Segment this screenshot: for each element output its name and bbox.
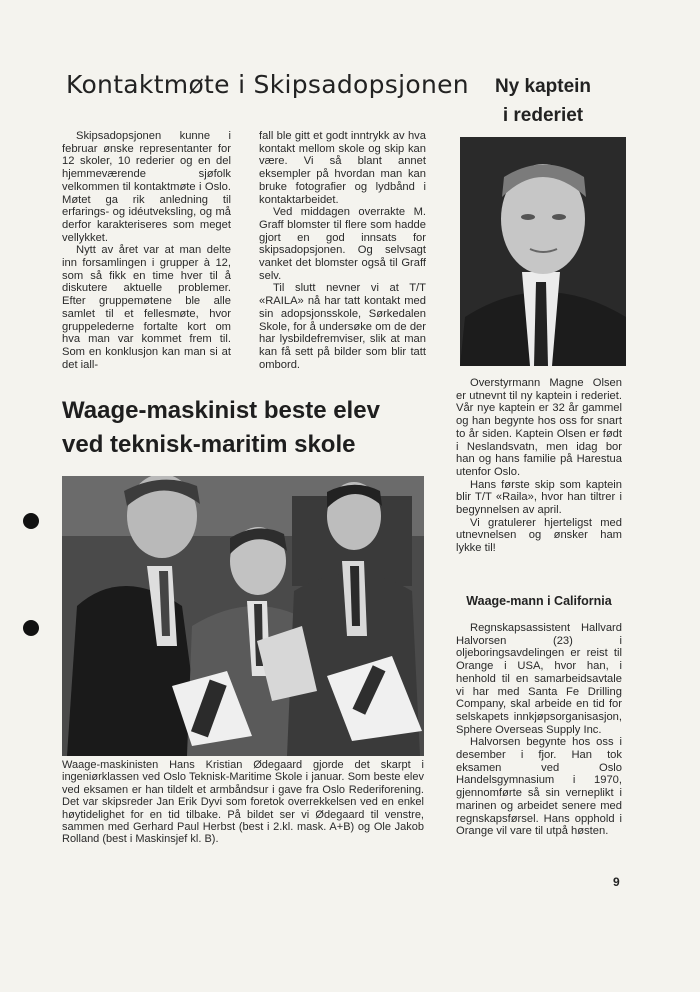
sidebar-text: [456, 377, 622, 555]
portrait-illustration: [460, 137, 626, 366]
group-photo: [62, 476, 424, 756]
article-column-2: [259, 130, 426, 371]
group-photo-illustration: [62, 476, 424, 756]
paragraph: Vi gratulerer hjerteligst med utnevnelsen og ønsker ham lykke til!: [456, 516, 622, 555]
portrait-photo: [460, 137, 626, 366]
photo-caption: Waage-maskinisten Hans Kristian Ødegaard gjorde det skarpt i ingeniørklassen ved Oslo Teknisk-Maritime Skole i januar. Som beste elev ved eksamen er han tildelt et armbåndsur i gave fra Oslo Rederiforening. Det var skipsreder Jan Erik Dyvi som foretok overrekkelsen ved en enkel høytidelighet for en tid tilbake. På bildet ser vi Ødegaard til venstre, sammen med Gerhard Paul Herbst (best i 2.kl. mask. A+B) og Ole Jakob Rolland (best i Maskinsjef kl. B).: [62, 759, 424, 846]
page-number: 9: [613, 875, 620, 889]
paragraph: Halvorsen begynte hos oss i desember i fjor. Han tok eksamen ved Oslo Handelsgymnasium i 1970, gjennomførte så sin verneplikt i marinen og arbeidet senere med regnskapsførsel. Hans opphold i Orange vil vare til utpå høsten.: [456, 736, 622, 838]
punch-hole-top: [23, 513, 39, 529]
paragraph: Overstyrmann Magne Olsen er utnevnt til ny kaptein i rederiet. Vår nye kaptein er 32 år gammel og han begynte hos oss for snart to år siden. Kaptein Olsen er født i Neslandsvatn, men idag bor han og hans familie på Harestua utenfor Oslo.: [456, 377, 622, 478]
headline-line-1: Waage-maskinist beste elev: [62, 397, 380, 424]
paragraph: Til slutt nevner vi at T/T «RAILA» nå har tatt kontakt med sin adopsjonsskole, Sørkedalen Skole, for å undersøke om de der har lysbildefremviser, slik at man kan få sett på bilder som blir tatt ombord.: [259, 282, 426, 371]
paragraph: Hans første skip som kaptein blir T/T «Raila», hvor han tiltrer i begynnelsen av april.: [456, 478, 622, 517]
paragraph: fall ble gitt et godt inntrykk av hva kontakt mellom skole og skip kan være. Vi så blant annet eksempler på hvordan man kan bruke fotografier og lydbånd i kontaktarbeidet.: [259, 130, 426, 206]
sidebar-title-line-2: i rederiet: [502, 105, 584, 126]
paragraph: Nytt av året var at man delte inn forsamlingen i grupper à 12, som så fikk en time hver til å diskutere aktuelle problemer. Efter gruppemøtene ble alle samlet til et fellesmøte, hvor gruppelederne fortalte kort om hva man var kommet frem til. Som en konklusjon kan man si at det iall-: [62, 244, 231, 371]
paragraph: Regnskapsassistent Hallvard Halvorsen (23) i oljeboringsavdelingen er reist til Orange i USA, hvor han, i henhold til en samarbeidsavtale vi har med Santa Fe Drilling Company, skal arbeide en tid for selskapets innkjøpsorganisasjon, Sphere Overseas Supply Inc.: [456, 622, 622, 736]
article-title: Kontaktmøte i Skipsadopsjonen: [66, 70, 469, 99]
article-column-1: [62, 130, 231, 371]
sidebar-2-text: [456, 622, 622, 838]
paragraph: Ved middagen overrakte M. Graff blomster til flere som hadde gjort en god innsats for skipsadopsjonen. Og selvsagt vanket det blomster også til Graff selv.: [259, 206, 426, 282]
paragraph: Skipsadopsjonen kunne i februar ønske representanter for 12 skoler, 10 rederier og en del hjemmeværende sjøfolk velkommen til kontaktmøte i Oslo. Møtet ga rik anledning til erfarings- og idéutveksling, og må derfor karakteriseres som meget vellykket.: [62, 130, 231, 244]
sidebar-title-line-1: Ny kaptein: [494, 76, 592, 97]
punch-hole-bottom: [23, 620, 39, 636]
sidebar-2-title: Waage-mann i California: [466, 594, 612, 608]
headline-line-2: ved teknisk-maritim skole: [62, 431, 356, 458]
